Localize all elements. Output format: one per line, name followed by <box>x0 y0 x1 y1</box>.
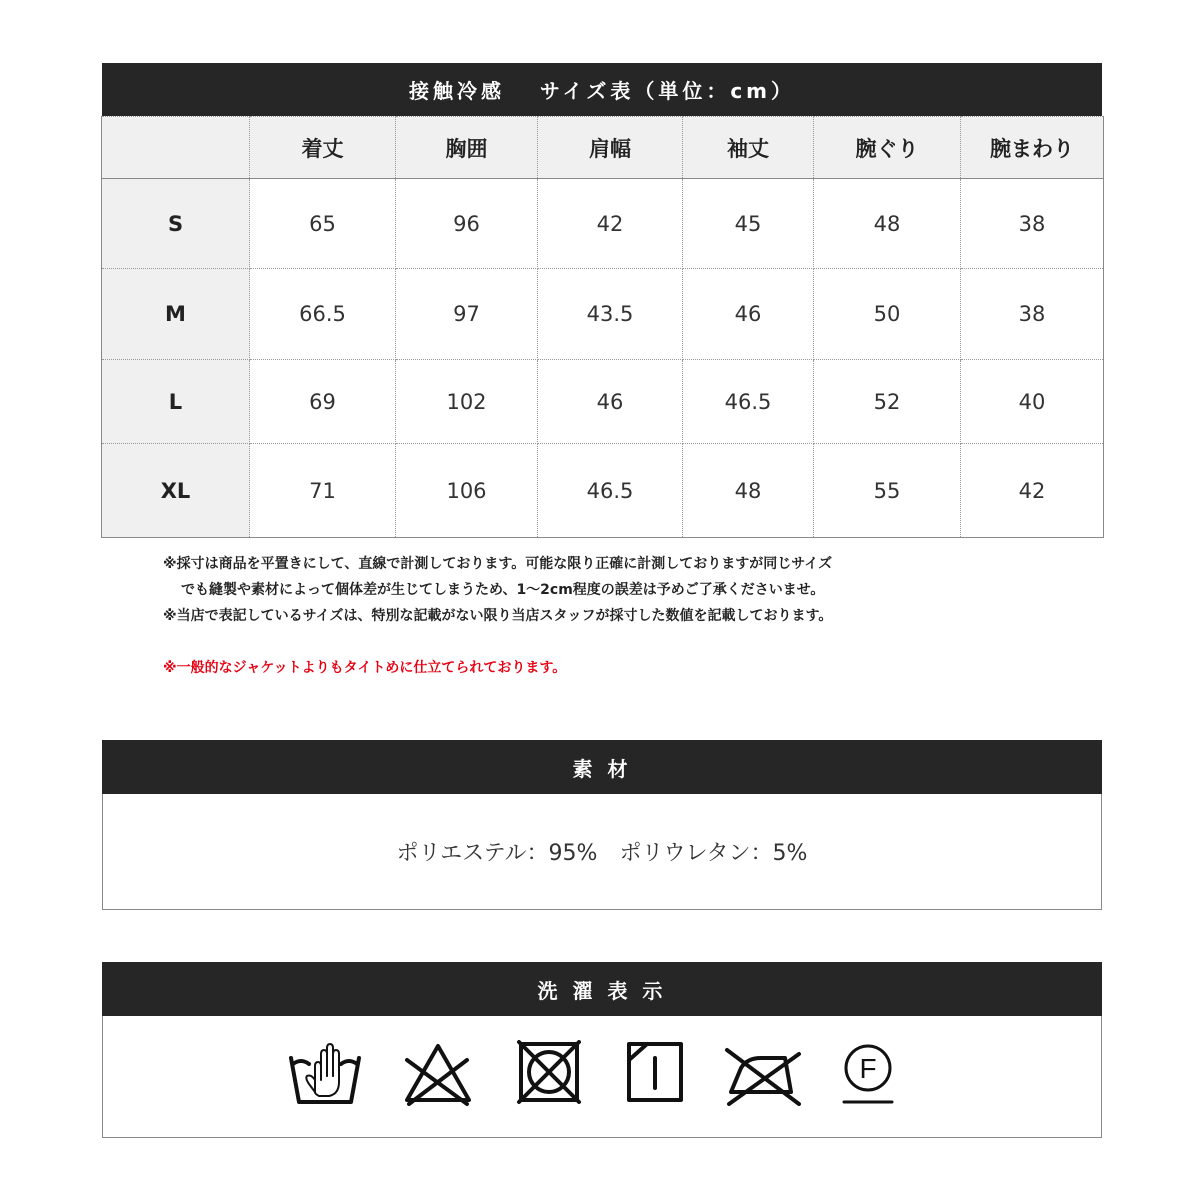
table-cell: 38 <box>961 269 1104 360</box>
table-row <box>102 179 1104 269</box>
table-cell: 43.5 <box>538 269 683 360</box>
table-cell: 40 <box>961 360 1104 444</box>
material-polyurethane: ポリウレタン：5% <box>619 841 808 866</box>
size-label: L <box>102 360 250 444</box>
material-title: 素 材 <box>102 740 1102 794</box>
table-cell: 50 <box>814 269 961 360</box>
size-notes <box>163 551 832 681</box>
no-tumble-dry-icon <box>515 1040 583 1106</box>
table-cell: 48 <box>814 179 961 269</box>
table-cell: 42 <box>961 444 1104 538</box>
column-header: 腕ぐり <box>814 117 961 179</box>
material-polyester: ポリエステル：95% <box>396 841 598 866</box>
table-cell: 71 <box>250 444 396 538</box>
table-cell: 106 <box>396 444 538 538</box>
table-cell: 102 <box>396 360 538 444</box>
size-label: M <box>102 269 250 360</box>
column-header: 着丈 <box>250 117 396 179</box>
material-body <box>102 794 1102 910</box>
table-cell: 42 <box>538 179 683 269</box>
column-header: 胸囲 <box>396 117 538 179</box>
note-line: ※採寸は商品を平置きにして、直線で計測しております。可能な限り正確に計測しておりますが同じサイズ <box>163 556 833 572</box>
size-table-section <box>102 63 1102 538</box>
material-section <box>102 740 1102 910</box>
table-cell: 52 <box>814 360 961 444</box>
size-label: XL <box>102 444 250 538</box>
no-iron-icon <box>723 1040 803 1106</box>
hand-wash-icon <box>287 1040 363 1106</box>
table-cell: 45 <box>683 179 814 269</box>
line-dry-icon <box>625 1040 685 1106</box>
column-header: 肩幅 <box>538 117 683 179</box>
size-label: S <box>102 179 250 269</box>
table-cell: 46 <box>683 269 814 360</box>
table-cell: 97 <box>396 269 538 360</box>
note-line: でも縫製や素材によって個体差が生じてしまうため、1～2cm程度の誤差は予めご了承くださいませ。 <box>181 582 825 598</box>
column-header: 腕まわり <box>961 117 1104 179</box>
dry-clean-letter: F <box>859 1053 877 1084</box>
no-bleach-icon <box>401 1040 475 1106</box>
laundry-title: 洗 濯 表 示 <box>102 962 1102 1016</box>
size-table <box>101 116 1104 538</box>
dry-clean-f-icon <box>841 1040 895 1110</box>
table-cell: 46.5 <box>538 444 683 538</box>
table-row <box>102 444 1104 538</box>
table-cell: 66.5 <box>250 269 396 360</box>
table-cell: 55 <box>814 444 961 538</box>
table-row <box>102 269 1104 360</box>
size-table-title: 接触冷感 サイズ表（単位：cm） <box>102 63 1102 116</box>
column-header: 袖丈 <box>683 117 814 179</box>
laundry-body <box>102 1016 1102 1138</box>
fit-warning: ※一般的なジャケットよりもタイトめに仕立てられております。 <box>163 660 567 676</box>
table-cell: 48 <box>683 444 814 538</box>
table-cell: 38 <box>961 179 1104 269</box>
laundry-section <box>102 962 1102 1138</box>
table-cell: 69 <box>250 360 396 444</box>
table-cell: 46.5 <box>683 360 814 444</box>
table-cell: 46 <box>538 360 683 444</box>
note-line: ※当店で表記しているサイズは、特別な記載がない限り当店スタッフが採寸した数値を記載しております。 <box>163 608 833 624</box>
table-row <box>102 360 1104 444</box>
size-table-header-row <box>102 117 1104 179</box>
column-header <box>102 117 250 179</box>
table-cell: 96 <box>396 179 538 269</box>
table-cell: 65 <box>250 179 396 269</box>
